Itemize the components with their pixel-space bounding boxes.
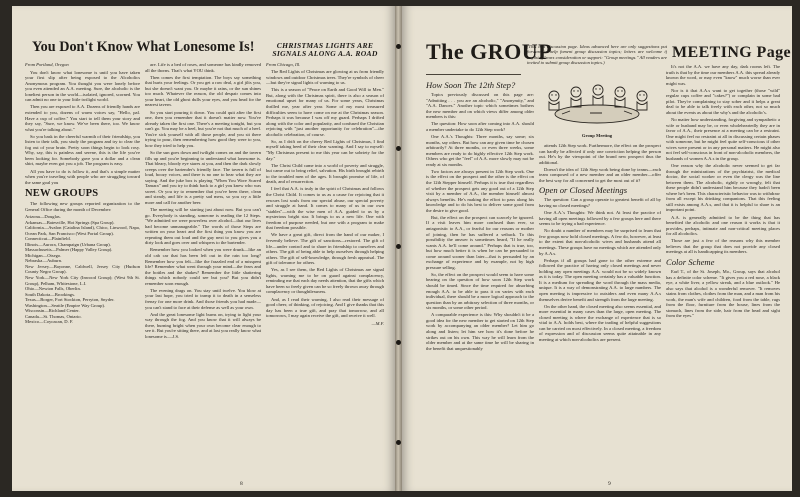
list-item: Connecticut—Plainfield. bbox=[25, 236, 71, 242]
binding-hole bbox=[396, 340, 401, 345]
group-title-right: MEETING Page bbox=[672, 44, 792, 61]
illustration-caption: Group Meeting bbox=[581, 133, 613, 138]
paragraph: The meeting will be starting just about now. But you can't go. Everybody is standing, someone is reading the 12 Steps. "We admitted we were powerless over alcohol—that our lives had become unmanageable." The words of those Steps are written on your heart and the first thing you know you are repeating them out loud and the guy next to you gives you a dirty look and goes over and whispers to the bartender. bbox=[145, 207, 261, 246]
open-closed-heading: Open or Closed Meetings bbox=[539, 185, 628, 196]
paragraph: So, as I drift on the cheery Red Lights of Christmas, I find myself taking heed of their clear warning. And I say to myself: "My Christmas present to me this year can be sobriety for the day." bbox=[266, 138, 384, 161]
paragraph: And the great lonesome light burns on, trying to light your way through the fog. And you know that it will always be there, burning bright when your own become clear enough to see it. But you're sitting there, and at last you really know what lonesome is.—J.S. bbox=[145, 311, 261, 339]
list-item: Nebraska—Auburn. bbox=[25, 258, 63, 264]
paragraph: No matter how understanding, forgiving and sympathetic a wife or husband may be, or even wholeheartedly they are in favor of A.A., their presence at a meeting can be a restraint. One might feel no restraint at all in discussing certain phases with someone, but he might feel quite self-conscious if other wives were present or in any personal matters. He might also not feel self-conscious in front of non-alcoholic members, the husbands of women A.A.s in the group. bbox=[666, 117, 780, 161]
list-item: Ohio—Newton Falls, Oberlin. bbox=[25, 286, 81, 292]
paragraph: The question: How soon after coming into A.A. should a member undertake to do 12th Step work? bbox=[426, 121, 534, 132]
right-column-2 bbox=[539, 143, 661, 484]
list-item: Illinois—Aurora, Champaign (Urbana Group). bbox=[25, 241, 111, 247]
paragraph: Topics previously discussed on this page are: "Admitting . . . you are an alcoholic," "Anonymity," and "A.A. Dances." Another topic which sometimes bothers the new member and on which views differ among older members is this: bbox=[426, 92, 534, 120]
left-page-title: You Don't Know What Lonesome Is! bbox=[32, 39, 255, 55]
page-number-right: 9 bbox=[608, 481, 611, 487]
paragraph: It's not the A.A. we have any day, dark rooms left. The truth is that by the time our members A.A. this spread already known the word, or may even "know" much worse than ever might was. bbox=[666, 64, 780, 86]
list-item: New York—New York City (Inwood Group); (West 9th St. Group), Pelham, Whitestone, L.I. bbox=[25, 274, 140, 286]
paragraph: But, the effect on the prospect can scarcely be ignored. If a visit leaves him more confused than ever, so antagonistic to A.A., or fearful for our reasons or mother of joining, then he has suffered a setback. To this possibility the answer is sometimes heard, "If he really wants A.A. he'll come around." Perhaps that is true, too, but how much better it is when he can be persuaded to come around sooner than later—that is persuaded by an exchange of experience and by example, not by high pressure selling. bbox=[426, 214, 534, 270]
new-groups-intro: The following new groups reported organization to the General Office during the month of December: bbox=[25, 201, 140, 212]
left-column-3 bbox=[266, 42, 384, 485]
discussion-intro: (This is a discussion page. Ideas advanced here are only suggestions put forward to help foment group discussion topics; letters are welcome if anything bears consideration or support: "Group meetings." All readers are invited to submit group discussion topics.) bbox=[527, 44, 667, 66]
list-item: Washington—Seattle (Empire Way Group). bbox=[25, 302, 106, 308]
paragraph: One A.A.'s Thoughts: Three months, say some; six months, say others. But how can any given time be chosen arbitrarily? At three months, or even three weeks, some members are ready to do highly effective 12th Step work. Others who get the "feel" of A.A. more slowly may not be ready at six months. bbox=[426, 134, 534, 167]
right-column-3 bbox=[666, 64, 780, 484]
list-item: New Jersey—Bayonne, Caldwell, Jersey City (Hudson County Negro Group). bbox=[25, 263, 140, 275]
paragraph: I feel that A.A. is truly in the spirit of Christmas and follows the Christ Child. It comes to us as a cause for rejoicing that it rescues lost souls from our special abuse, our special poverty and struggle at hand. It comes to many of us in our own "stables"—with the wise men of A.A. guided to us by a mysterious bright star. It brings to us a new life. One with freedom of purpose needed, but one with a program to make that freedom possible. bbox=[266, 186, 384, 231]
paragraph: Remember how you looked when you were drunk—like an old cab car that has been left out in the rain too long? Remember how you felt—like the frazzled end of a misspent life? Remember what went through your mind—the fears and the bottles and the shakes? Remember the little shattering things which nobody could see but you? But you didn't remember soon enough. bbox=[145, 247, 261, 286]
paragraph: All you have to do is follow it, and that's a simple matter when you're traveling with people who are struggling toward the same goal you bbox=[25, 168, 140, 185]
paragraph: One reason why the alcoholic never seemed to get far through the ministrations of the psychiatrist, the medical doctor, the social worker or even the clergy was the line between them. The alcoholic, rightly or wrongly, felt that these people didn't understand him because they hadn't been where he's been. This characteristic behavior was to withdraw from all except his drinking companions. That this feeling still exists among A.A.s, and that it is helpful to share is an important point. bbox=[666, 163, 780, 213]
paragraph: A comparable experience is this: Why shouldn't it be a good idea for the new member to get started on 12th Step work by accompanying an older member? Let him go along and listen; let him see how it's done before he strikes out on his own. This way he will learn from the older member and at the same time he will be sharing in the benefit that unquestionably bbox=[426, 312, 534, 351]
left-page bbox=[12, 6, 395, 491]
twelfth-step-body-continued bbox=[539, 143, 661, 183]
title-rule bbox=[426, 74, 521, 75]
paragraph: Two factors are always present in 12th Step work. One is the effect on the prospect and the other is the effect on the 12th Stepper himself. Perhaps it is true that regardless of whether the prospect gets any good out of a 12th Step visit by a member of A.A., the member himself almost always benefits. He's making the effort to pass along his knowledge and to do his best to deliver some good from the desire to give good. bbox=[426, 168, 534, 213]
twelfth-step-heading: How Soon The 12th Step? bbox=[426, 80, 516, 90]
right-page bbox=[402, 6, 792, 491]
paragraph: Yes, as I see them, the Red Lights of Christmas are signal lights, warning me to be on guard against complacency, reminding me that each day needs attention, that the gifts which have been so freely given can be so freely thrown away through complacency or thoughtlessness. bbox=[266, 267, 384, 295]
color-scheme-body bbox=[666, 269, 780, 319]
paragraph: attends 12th Step work. Furthermore, the effect on the prospect can hardly be affected if only one conviction helping the person out. He's by the viewpoint of the brand new prospect thus the additional. bbox=[539, 143, 661, 165]
new-groups-heading: NEW GROUPS bbox=[25, 188, 99, 200]
paragraph: Those are just a few of the reasons why this member believes that the group that does not provide any closed meetings at all is handicapping its members. bbox=[666, 238, 780, 255]
left-column-1 bbox=[25, 62, 140, 484]
christmas-byline: From Chicago, Ill. bbox=[266, 61, 301, 67]
paragraph: The Red Lights of Christmas are glowing at us from friendly windows and outdoor Christmas trees. They're symbols of cheer—but they're signal lights of warning to us. bbox=[266, 69, 384, 86]
paragraph: The Christ Child came into a world of poverty and struggle, but came out to bring relief, salvation. His birth brought rebirth to the troubled men of the ages. It brought promise of life, of death, and of resurrection. bbox=[266, 162, 384, 185]
paragraph: Doesn't the idea of 12th Step work being done by teams—each team composed of a new member and an older member—offer the best way for all concerned to get the most out of it? bbox=[539, 166, 661, 183]
new-groups-list bbox=[25, 214, 140, 325]
paragraph: No doubt a number of members may be surprised to learn that few groups now hold closed meetings. A few do, however, at least to the extent that non-alcoholic wives and husbands attend all meetings. These groups have no meetings which are attended only by A.A.s. bbox=[539, 228, 661, 256]
binding-hole bbox=[396, 440, 401, 445]
list-item: South Dakota—Brookings. bbox=[25, 291, 76, 297]
list-item: California—Avalon (Catalina Island), Chico, Linwood, Napa, Ocean Park, San Francisco (West Portal Group). bbox=[25, 225, 140, 236]
article-body-continued bbox=[145, 62, 261, 339]
byline: From Portland, Oregon bbox=[25, 62, 69, 67]
paragraph: So you start pouring it down. You could quit after the first one, then you remember that it doesn't matter now. You've already taken the first one. There's a meeting tonight, but you can't go. You may be a heel, but you're not that much of a heel. You're sick yourself with all those people, and you sit there trying to pour, then remembering how good they were to you, how they tried to help you. bbox=[145, 109, 261, 148]
group-meeting-illustration bbox=[532, 80, 662, 130]
paragraph: Earl T., of the St. Joseph, Mo., Group, says that alcohol has a definite color scheme. "It gives you a red nose, a black eye, a white liver, a yellow streak, and a blue outlook." He also says that alcohol is a wonderful remover. "It removes stains from clothes, clothes from the man, and a man from his work, the man's wife and children, food from the table, rugs from the floor, furniture from the house, lines from the stomach, lines from the side, hair from the head and sight from the eyes." bbox=[666, 269, 780, 319]
paragraph: The question: Can a group operate to greatest benefit of all by having no closed meetings? bbox=[539, 197, 661, 208]
christmas-signature: —M.F. bbox=[371, 320, 384, 326]
paragraph: The evening drags on. You stay until twelve. You blow at your last hope, you tried to tramp it to death in a senseless frenzy for one more drink. And those friends you had made—you can't stand to face at their defense as well as your own. bbox=[145, 287, 261, 310]
paragraph: You don't know what lonesome is until you have taken your first slip after being exposed to the Alcoholics Anonymous program. You thought you were lonely before you even attended an A.A. meeting. Sure, the alcoholic is the loneliest person in the world—isolated, ignored, scorned. You can admit no one to your little twilight world. bbox=[25, 69, 140, 103]
paragraph: One A.A.'s Thoughts: We think not. At least the practice of having all open meetings followed by a few groups here and there seems to be trying a bad experience. bbox=[539, 210, 661, 227]
paragraph: So you bask in the cheerful warmth of their friendship, you listen to their talk, you study the program and try to clear the fog out of your brain. Pretty soon things begin to look rosy. Why, say, this is painless and serene, this is the life you've been looking for. Somebody gave you a dollar and a clean shirt, maybe even got you a job. The program is easy. bbox=[25, 133, 140, 167]
christmas-article-body bbox=[266, 69, 384, 319]
binding-hole bbox=[396, 146, 401, 151]
binding-hole bbox=[396, 244, 401, 249]
list-item: Texas—Borger, Fort Stockton, Perryton, Snyder. bbox=[25, 297, 115, 303]
paragraph: A.A. is generally admitted to be the thing that has benefited the alcoholic and one reason it works is that it provides, perhaps, intimate and non-critical meeting places for all alcoholics. bbox=[666, 214, 780, 237]
list-item: Arkansas—Batesville, Hot Springs (Spa Group). bbox=[25, 219, 115, 225]
right-column-1 bbox=[426, 78, 534, 484]
paragraph: are. Life is a bed of roses, and someone has kindly removed all the thorns. That's what YOU think. bbox=[145, 62, 261, 73]
open-closed-body-continued bbox=[666, 64, 780, 255]
paragraph: Then you are exposed to A.A. Dozens of friendly hands are extended to you, dozens of warm voices say, "Hello, pal. Have a cup of coffee." You start to tell them your story and they say, "Sure, we know. We've been there, too. We know what you're talking about." bbox=[25, 104, 140, 132]
paragraph: On the other hand, the closed meeting also seems essential, and more essential in many cases than the large, open meeting. The closed meeting is where the exchange of experience that is so vital to A.A. holds best, where the trading of helpful suggestions can be carried on most effectively. In a closed meeting, a freedom of expression and of discussion seems quite attainable in any meeting at which non-alcoholics are present. bbox=[539, 303, 661, 342]
group-title-left: The GROUP bbox=[426, 39, 553, 64]
paragraph: Nor is it that A.A.s want to get together (those "wild" regular cups coffee and "cakes?") or complain in some bad pilot. They're complaining to stay sober and it helps a great deal to be able to talk freely with each other, not so much about the events as about the why's and the alcoholic's. bbox=[666, 87, 780, 115]
paragraph: We have a great gift, direct from the hand of our maker, I fervently believe. The gift of sanctions—restored. The gift of life—under control and to share in friendship to ourselves and others. The gift of being able to help ourselves through helping others. The gift of self-knowledge, through fresh appraisal. The gift of tolerance for others. bbox=[266, 232, 384, 266]
article-body bbox=[25, 70, 140, 186]
list-item: Mexico—Coyoacan, D. F. bbox=[25, 319, 74, 325]
paragraph: So the sun goes down and twilight comes on and the tavern fills up and you're beginning to understand what lonesome is. That bleary, bloody eye stares at you, and then the dark slowly creeps over the bartender's friendly face. The tavern is full of loud, boozy voices, and there is no one to hear what they are saying. And the juke box is playing "When You Wore Scared Tamara" and you try to think back to a girl you knew who was sweet. Or you try to remember that you've been there, clean and steady, and life is a pretty sad mess, so you cry a little more and call for another beer. bbox=[145, 149, 261, 205]
paragraph: Perhaps if all groups had gone to the other extreme and followed the practice of having only closed meetings and never holding any open meetings A.A. would not be so widely known as it is today. The open meeting certainly has a valuable function. It is a medium for spreading the word through the mass media, unique. It is a way of demonstrating A.A. to large numbers. The open meeting is impressive to outsiders and even many A.A.s themselves derive benefit and strength from the large meeting. bbox=[539, 257, 661, 302]
paragraph: This is a season of "Peace on Earth and Good Will to Men." But, along with the Christmas spirit, there is also a season of emotional upset for many of us. For some years, Christmas thrilled me, year after year. Some of my most treasured difficulties seem to have come on me at the Christmas season. Perhaps it was because I was off my guard. Perhaps I drifted along with the color and popularity, and confused the Christian rejoicing with "just another opportunity for celebration"—the alcoholic celebration, of course. bbox=[266, 87, 384, 137]
list-item: Wisconsin—Richland Center. bbox=[25, 308, 80, 314]
paragraph: So, the effect on the prospect would seem to have some bearing on the question of how soon 12th Step work should be timed. Since the time required for absorbing enough A.A. to be able to pass it on varies with each individual, there should be a more logical approach to the question than by an arbitrary selection of three months, or six months, or some other period. bbox=[426, 271, 534, 311]
list-item: Michigan—Otsego. bbox=[25, 252, 62, 258]
christmas-lights-heading: CHRISTMAS LIGHTS ARE SIGNALS ALONG A.A. ROAD bbox=[272, 42, 378, 59]
list-item: Massachusetts—Palmer (Happy Valley Group). bbox=[25, 247, 113, 253]
list-item: Arizona—Douglas. bbox=[25, 213, 61, 219]
color-scheme-heading: Color Scheme bbox=[666, 257, 715, 268]
page-number-left: 8 bbox=[240, 481, 243, 487]
twelfth-step-body bbox=[426, 92, 534, 351]
binding-hole bbox=[396, 44, 401, 49]
paragraph: Then comes the first temptation. The boys say something that hurts your feelings. Or you get a raw deal, a girl jilts you, but she doesn't want you. Or maybe it rains, or the sun shines too much. Whatever the reason, the old despair comes into your heart, the old ghost dulls your eyes, and you head for the nearest tavern. bbox=[145, 74, 261, 108]
left-column-2 bbox=[145, 62, 261, 484]
list-item: Canada—St. Thomas, Ontario. bbox=[25, 313, 82, 319]
open-closed-body bbox=[539, 197, 661, 342]
paragraph: And, as I read their warning, I also read their message of good cheer, of thinking, of rejoicing. And I give thanks that this day has been a true gift, and pray that tomorrow, and all tomorrows, I may again receive the gift, and receive it well. bbox=[266, 296, 384, 319]
